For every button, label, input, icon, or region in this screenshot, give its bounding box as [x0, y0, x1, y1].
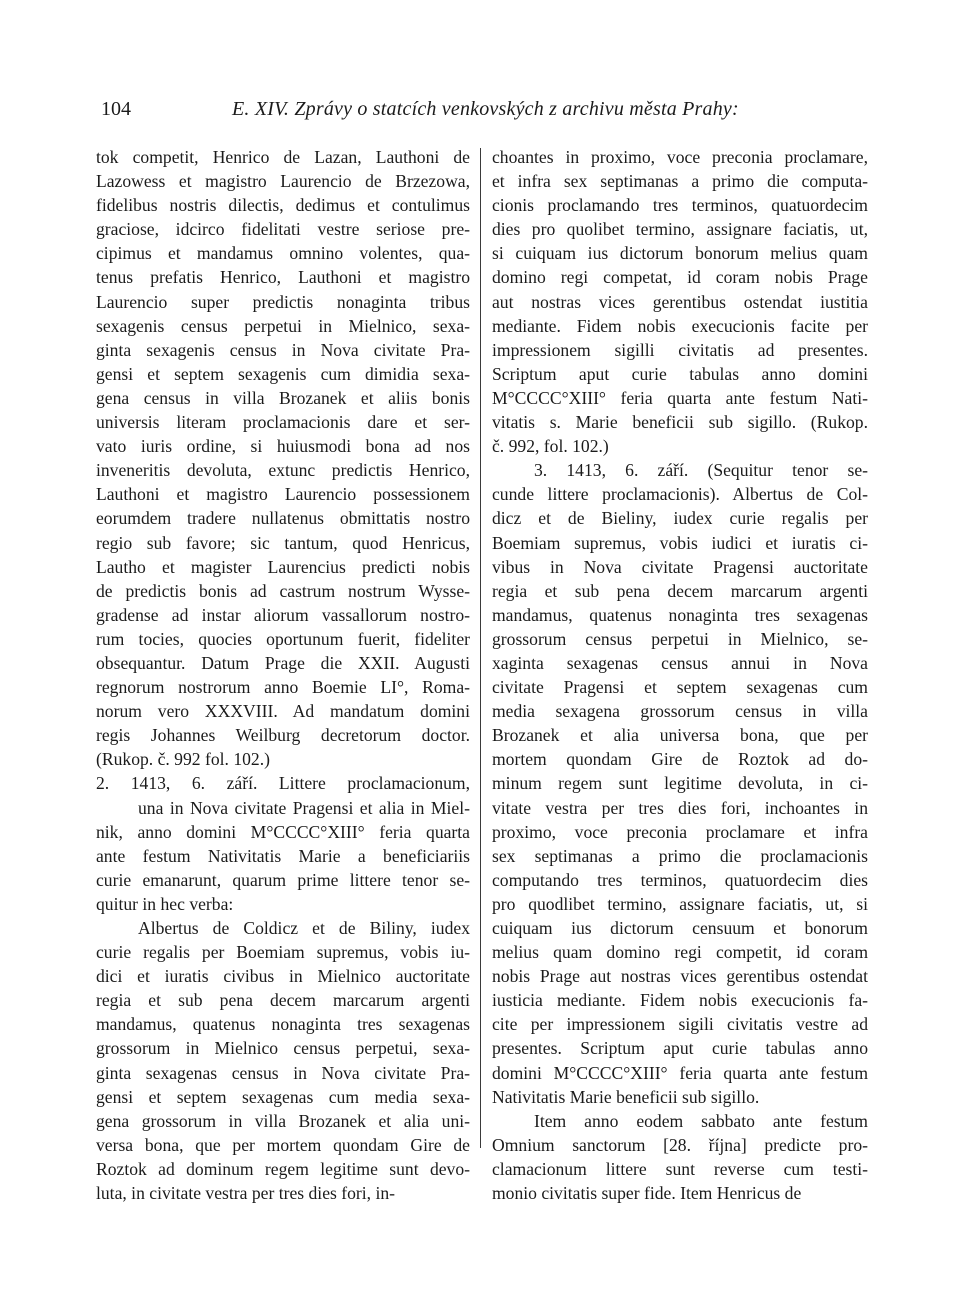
text-line: xaginta sexagenas census annui in Nova [492, 652, 868, 673]
text-line: norum vero XXXVIII. Ad mandatum domini [96, 701, 470, 722]
text-line: versa bona, que per mortem quondam Gire de [96, 1134, 470, 1155]
text-line: regnorum nostrorum anno Boemie LI°, Roma- [96, 677, 470, 698]
text-line: curie emanarunt, quarum prime littere tenor se- [96, 869, 470, 890]
text-line: quitur in hec verba: [96, 893, 234, 914]
text-line: Omnium sanctorum [28. října] predicte pro- [492, 1134, 868, 1155]
text-line: cionis proclamando tres terminos, quatuordecim [492, 195, 868, 216]
text-line: iusticia mediante. Fidem nobis execucionis fa- [492, 990, 868, 1011]
text-line: dies pro quolibet termino, assignare faciatis, ut, [492, 219, 868, 240]
text-line: 3. 1413, 6. září. (Sequitur tenor se- [534, 460, 868, 481]
text-line: et infra sex septimanas a primo die computa- [492, 171, 868, 192]
text-line: mandamus, quatenus nonaginta tres sexagenas [96, 1014, 470, 1035]
text-line: rum tocies, quocies oportunum fuerit, fideliter [96, 628, 470, 649]
text-line: melius quam domino regi competit, id coram [492, 942, 868, 963]
text-line: eorumdem tradere nullatenus obmittatis nostro [96, 508, 470, 529]
text-line: sex septimanas a primo die proclamacionis [492, 845, 868, 866]
text-line: M°CCCC°XIII° feria quarta ante festum Nati- [492, 387, 868, 408]
text-line: fidelibus nostris dilectis, dedimus et contulimus [96, 195, 470, 216]
text-line: pro quodlibet termino, assignare faciatis, ut, si [492, 893, 868, 914]
text-line: tenus prefatis Henrico, Lauthoni et magistro [96, 267, 470, 288]
text-line: sexagenis census perpetui in Mielnico, sexa- [96, 315, 470, 336]
text-line: monio civitatis super fide. Item Henricus de [492, 1183, 802, 1204]
text-line: vibus in Nova civitate Pragensi auctoritate [492, 556, 868, 577]
text-line: curie regalis per Boemiam supremus, vobis iu- [96, 942, 470, 963]
text-line: Lautho et magister Laurencius predicti nobis [96, 556, 470, 577]
text-line: civitate Pragensi et septem sexagenas cum [492, 677, 868, 698]
text-line: gena grossorum in villa Brozanek et alia uni- [96, 1110, 470, 1131]
text-line: gradense ad instar aliorum vassallorum nostro- [96, 604, 470, 625]
right-text-column [492, 145, 868, 1205]
left-text-column [96, 145, 470, 1205]
text-line: vato iuris ordine, si huiusmodi bona ad nos [96, 436, 470, 457]
text-line: vitatis s. Marie beneficii sub sigillo. (Rukop. [492, 412, 868, 433]
text-line: dicz et de Bieliny, iudex curie regalis per [492, 508, 868, 529]
text-line: regis Johannes Weilburg decretorum doctor. [96, 725, 470, 746]
text-line: si cuiquam ius dictorum bonorum melius quam [492, 243, 868, 264]
text-line: Scriptum aput curie tabulas anno domini [492, 363, 868, 384]
text-line: mediante. Fidem nobis execucionis facite per [492, 315, 868, 336]
text-line: regia et sub pena decem marcarum argenti [96, 990, 470, 1011]
page-number: 104 [101, 98, 131, 120]
text-line: Brozanek et alia universa bona, que per [492, 725, 868, 746]
text-line: vitate vestra per tres dies fori, inchoantes in [492, 797, 868, 818]
text-line: clamacionum littere sunt reverse cum testi- [492, 1158, 868, 1179]
text-line: graciose, idcirco fidelitati vestre seriose pre- [96, 219, 470, 240]
running-title: E. XIV. Zprávy o statcích venkovských z archivu města Prahy: [232, 98, 739, 120]
text-line: luta, in civitate vestra per tres dies fori, in- [96, 1183, 395, 1204]
text-line: č. 992, fol. 102.) [492, 436, 609, 457]
text-line: media sexagena grossorum census in villa [492, 701, 868, 722]
text-line: Nativitatis Marie beneficii sub sigillo. [492, 1086, 760, 1107]
text-line: minum regem sunt legitime devoluta, in ci- [492, 773, 868, 794]
text-line: (Rukop. č. 992 fol. 102.) [96, 749, 270, 770]
text-line: Laurencio super predictis nonaginta tribus [96, 291, 470, 312]
text-line: cunde littere proclamacionis). Albertus de Col- [492, 484, 868, 505]
text-line: una in Nova civitate Pragensi et alia in Miel- [138, 797, 470, 818]
page-header [101, 98, 871, 128]
text-line: grossorum census perpetui in Mielnico, se- [492, 628, 868, 649]
text-line: gensi et septem sexagenas cum media sexa- [96, 1086, 470, 1107]
text-line: ginta sexagenas census in Nova civitate Pra- [96, 1062, 470, 1083]
text-line: regia et sub pena decem marcarum argenti [492, 580, 868, 601]
text-line: gena census in villa Brozanek et aliis bonis [96, 387, 470, 408]
text-line: grossorum in Mielnico census perpetui, sexa- [96, 1038, 470, 1059]
text-line: Lauthoni et magistro Laurencio possessionem [96, 484, 470, 505]
text-line: Albertus de Coldicz et de Biliny, iudex [138, 918, 470, 938]
text-line: inveneritis devoluta, extunc predictis Henrico, [96, 460, 470, 481]
text-line: nik, anno domini M°CCCC°XIII° feria quarta [96, 821, 470, 842]
text-line: nobis Prage aut nostras vices gerentibus ostendat [492, 966, 868, 987]
text-line: mortem quondam Gire de Roztok ad do- [492, 749, 868, 770]
text-line: impressionem sigilli civitatis ad presentes. [492, 339, 868, 360]
text-line: aut nostras vices gerentibus ostendat iustitia [492, 291, 868, 312]
text-line: domino regi competat, id coram nobis Prage [492, 267, 868, 288]
text-line: domini M°CCCC°XIII° feria quarta ante festum [492, 1062, 868, 1083]
text-line: Boemiam supremus, vobis iudici et iuratis ci- [492, 532, 868, 553]
text-line: computando tres terminos, quatuordecim dies [492, 869, 868, 890]
text-line: presentes. Scriptum aput curie tabulas anno [492, 1038, 868, 1059]
text-line: dici et iuratis civibus in Mielnico auctoritate [96, 966, 470, 987]
text-line: ante festum Nativitatis Marie a beneficiariis [96, 845, 470, 866]
text-line: choantes in proximo, voce preconia proclamare, [492, 147, 868, 167]
text-line: tok competit, Henrico de Lazan, Lauthoni de [96, 147, 470, 167]
text-line: universis literam proclamacionis dare et ser- [96, 412, 470, 433]
text-line: ginta sexagenis census in Nova civitate Pra- [96, 339, 470, 360]
text-line: Item anno eodem sabbato ante festum [534, 1110, 868, 1131]
text-line: cipimus et mandamus omnino volentes, qua- [96, 243, 470, 264]
text-line: mandamus, quatenus nonaginta tres sexagenas [492, 604, 868, 625]
text-line: 2. 1413, 6. září. Littere proclamacionum, [96, 773, 470, 794]
text-line: cite per impressionem sigili civitatis vestre ad [492, 1014, 868, 1035]
text-line: Lazowess et magistro Laurencio de Brzezowa, [96, 171, 470, 192]
text-line: regio sub favore; sic tantum, quod Henricus, [96, 532, 470, 553]
text-line: Roztok ad dominum regem legitime sunt devo- [96, 1158, 470, 1179]
text-line: gensi et septem sexagenis cum dimidia sexa- [96, 363, 470, 384]
text-line: obsequantur. Datum Prage die XXII. Augusti [96, 652, 470, 673]
text-line: proximo, voce preconia proclamare et infra [492, 821, 868, 842]
text-line: de predictis bonis ad castrum nostrum Wysse- [96, 580, 470, 601]
text-line: cuiquam ius dictorum censuum et bonorum [492, 918, 868, 938]
column-divider [480, 148, 481, 1148]
